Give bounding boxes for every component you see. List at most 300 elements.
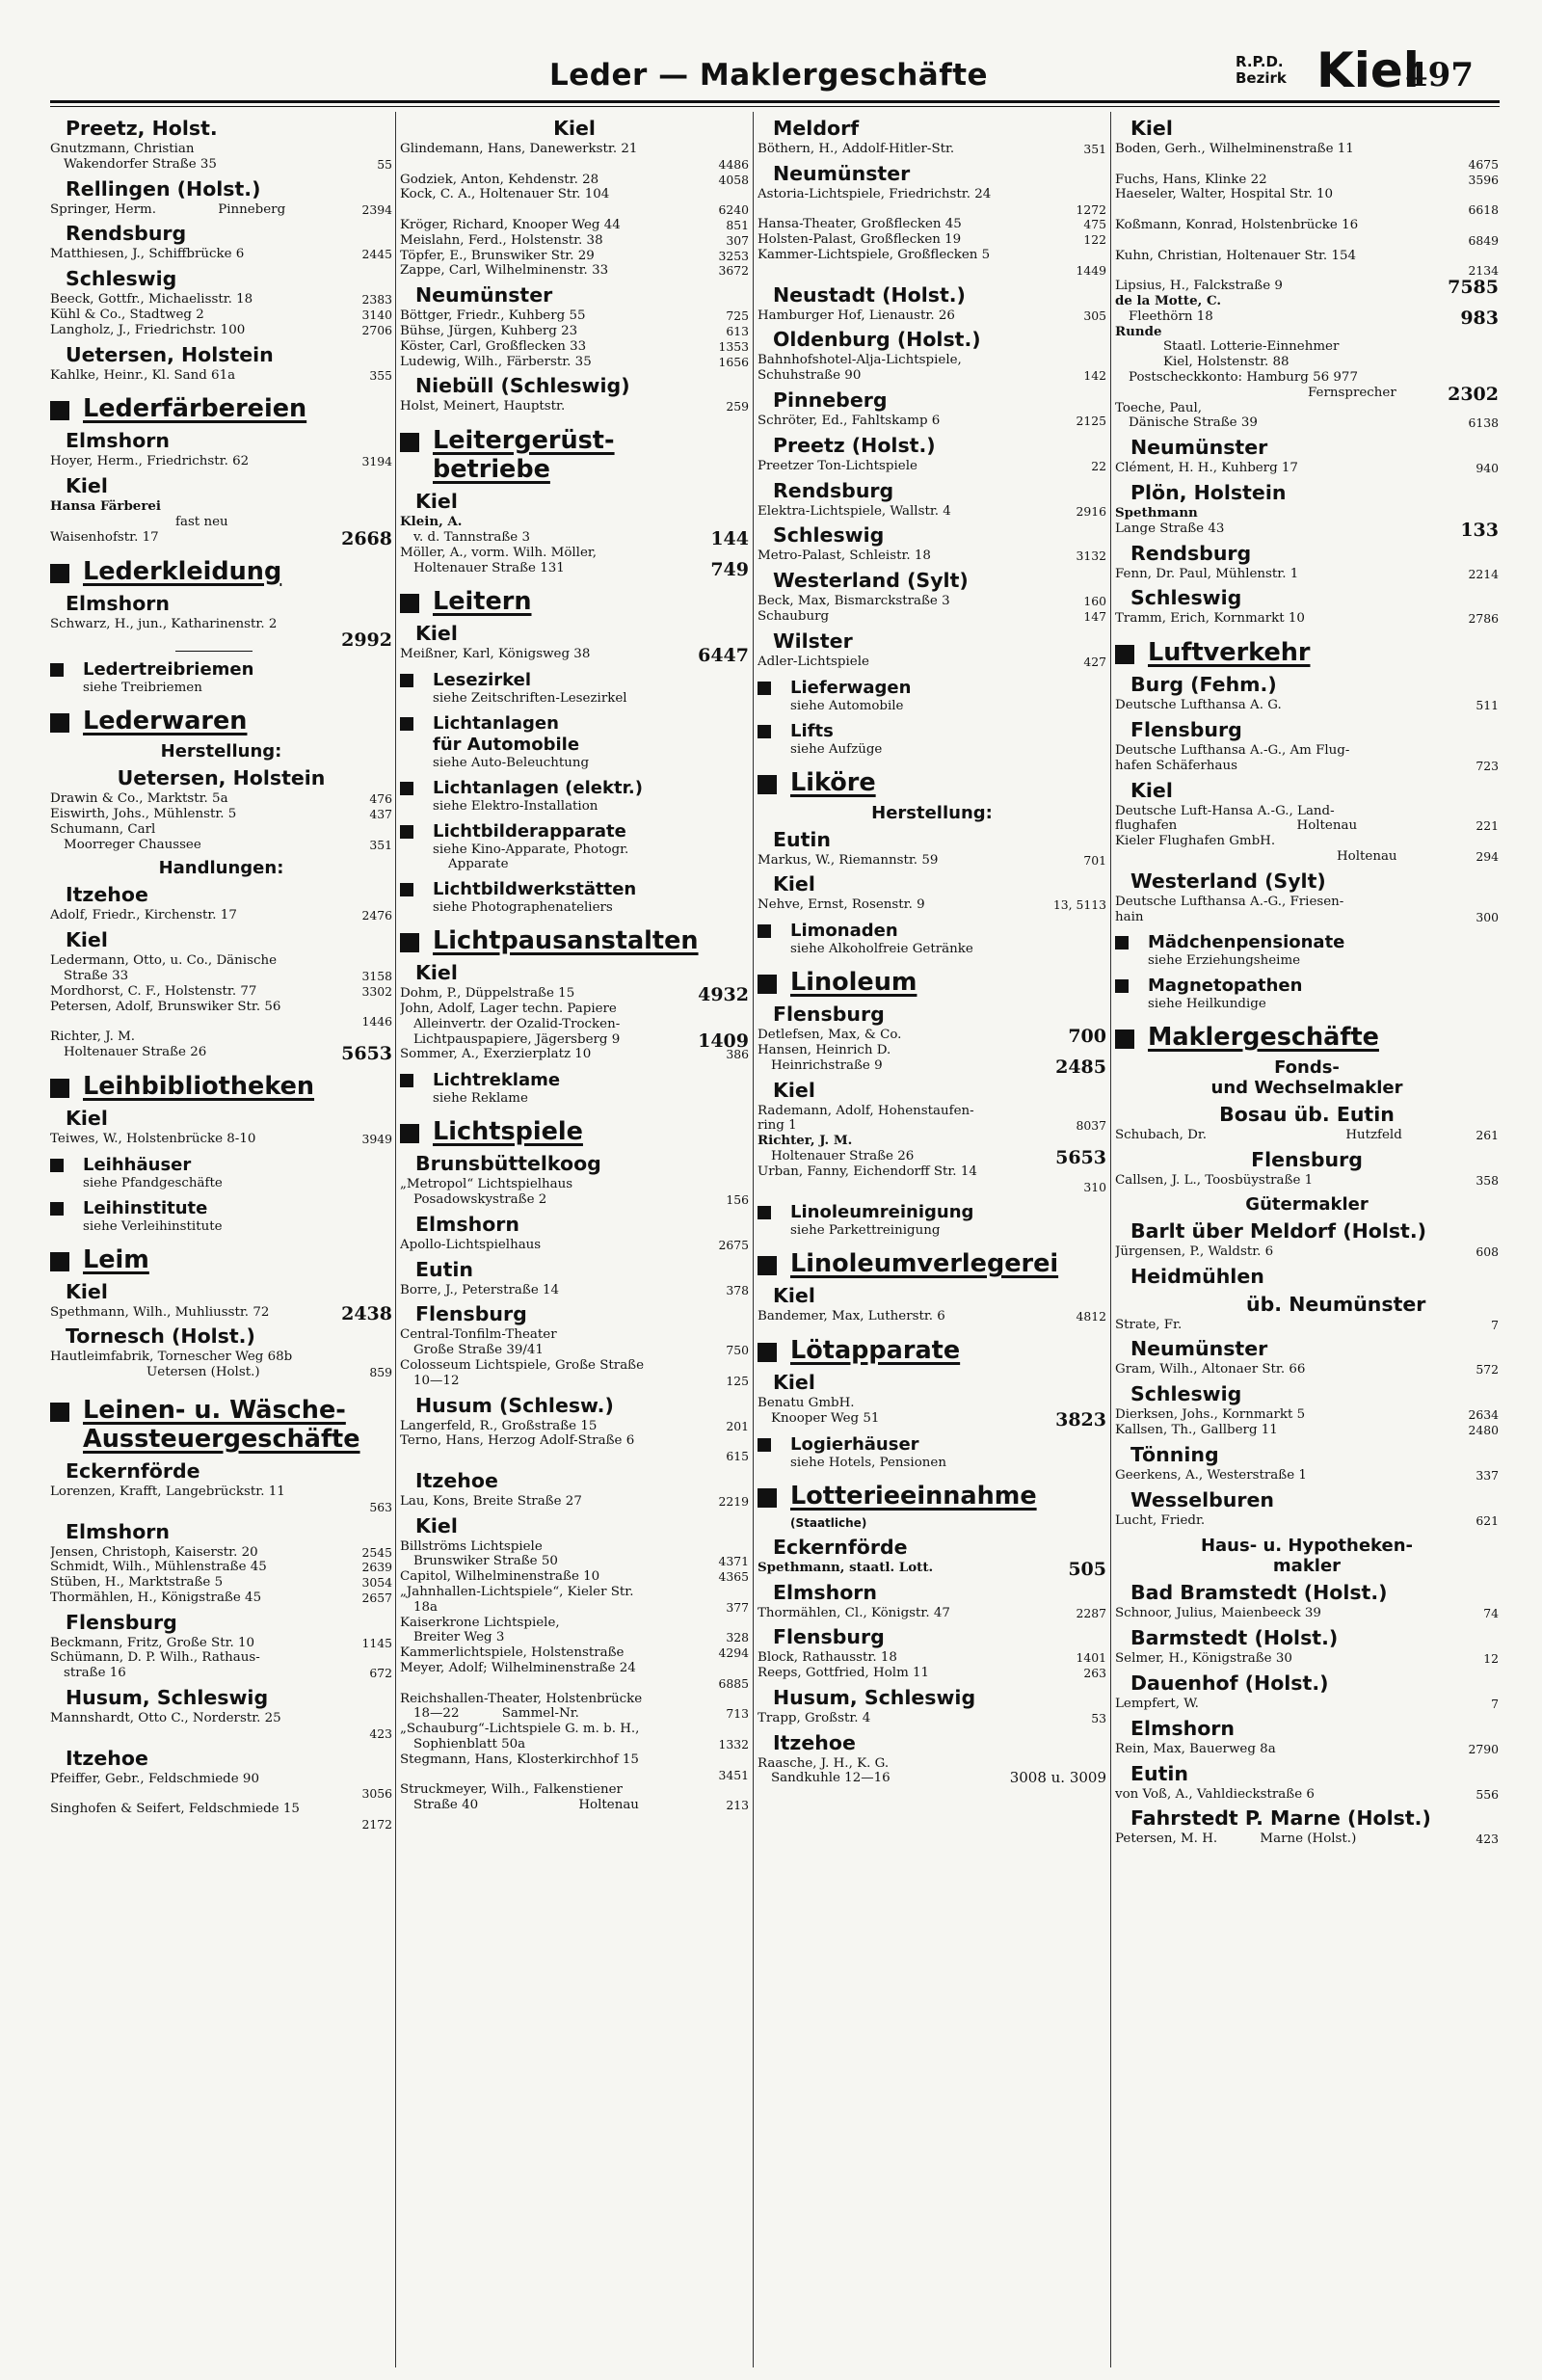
entry [1115,277,1499,299]
entry [758,1026,1106,1048]
phone-number: 213 [726,1798,749,1813]
phone-number: 4058 [718,172,749,187]
entry-name: Ludewig, Wilh., Färberstr. 35 [400,354,592,369]
section-title: Leim [83,1244,149,1274]
entry-name: Borre, J., Peterstraße 14 [400,1282,560,1297]
place-heading: Preetz, Holst. [66,117,218,140]
place-heading: Eutin [773,827,832,851]
entry-name: Colosseum Lichtspiele, Große Straße [400,1357,645,1373]
entry-name: Terno, Hans, Herzog Adolf-Straße 6 [400,1433,635,1449]
place-heading: Eutin [1130,1761,1189,1785]
place-heading: Neustadt (Holst.) [773,282,966,307]
entry-address: Holtenauer Straße 26 [64,1044,207,1059]
entry [400,249,749,264]
entry [400,218,749,233]
entry [1115,294,1499,309]
entry-name: Möller, A., vorm. Wilh. Möller, [400,545,598,560]
entry [50,838,392,853]
entry-name: Glindemann, Hans, Danewerkstr. 21 [400,142,638,156]
place-heading: Flensburg [1130,717,1242,741]
entry [400,1539,749,1555]
entry [400,1706,749,1722]
phone-number: 2790 [1468,1741,1499,1756]
entry [1115,611,1499,627]
place-heading: Heidmühlen [1130,1264,1264,1288]
phone-number: 6447 [698,645,749,667]
entry-name: Fuchs, Hans, Klinke 22 [1115,172,1267,187]
entry-address: 18a [413,1599,439,1615]
entry-location: Pinneberg [218,201,286,217]
entry-name: Urban, Fanny, Eichendorff Str. 14 [758,1163,977,1179]
entry-name: Jensen, Christoph, Kaiserstr. 20 [50,1544,258,1560]
place-heading: Tönning [1130,1442,1219,1466]
entry [50,1484,392,1500]
phone-number: 1446 [361,1014,392,1030]
entry [758,232,1106,248]
entry [1115,202,1499,218]
entry [1115,567,1499,582]
section-heading [758,678,1106,699]
entry-address: Sophienblatt 50a [413,1737,526,1752]
entry [400,1343,749,1358]
entry [1115,910,1499,925]
entry-name: Rein, Max, Bauerweg 8a [1115,1741,1276,1756]
city-name: Kiel [1316,42,1420,98]
place-heading: Westerland (Sylt) [773,569,969,593]
entry-name: Spethmann, Wilh., Muhliusstr. 72 [50,1304,270,1320]
phone-number: 2480 [1468,1423,1499,1438]
place-heading: Barmstedt (Holst.) [1130,1626,1339,1650]
place-heading: Brunsbüttelkoog [415,1152,601,1176]
entry [758,594,1106,609]
phone-number: 2485 [1055,1056,1106,1078]
entry [400,1494,749,1510]
entry [400,1433,749,1449]
section-title: Lieferwagen [790,677,912,698]
phone-number: 859 [369,1365,392,1380]
phone-number: 4294 [718,1645,749,1661]
section-square-icon [50,713,69,733]
phone-number: 53 [1091,1710,1106,1725]
phone-number: 4812 [1076,1309,1106,1324]
phone-number: 125 [726,1373,749,1388]
entry-name: Schumann, Carl [50,821,156,837]
phone-number: 572 [1476,1362,1499,1377]
cross-reference: siehe Parkettreinigung [790,1223,941,1239]
entry [400,1600,749,1616]
entry [758,1606,1106,1621]
entry [1115,339,1499,355]
entry-address: Holtenauer Straße 26 [771,1148,915,1163]
section-title: Maklergeschäfte [1148,1023,1379,1053]
bezirk-label: Bezirk [1236,69,1287,87]
section-square-icon [758,1206,771,1219]
cross-reference: Apparate [448,857,509,872]
entry-name: Astoria-Lichtspiele, Friedrichstr. 24 [758,186,992,201]
entry-name: Central-Tonfilm-Theater [400,1327,557,1343]
entry-name: Geerkens, A., Westerstraße 1 [1115,1467,1307,1483]
entry [758,1164,1106,1180]
phone-number: 423 [369,1725,392,1741]
entry-name: Gram, Wilh., Altonaer Str. 66 [1115,1362,1306,1377]
phone-number: 556 [1476,1786,1499,1802]
entry-address: Heinrichstraße 9 [771,1057,883,1073]
entry [50,527,392,549]
place-heading: Bad Bramstedt (Holst.) [1130,1581,1388,1605]
entry [758,548,1106,564]
entry-name: Petersen, M. H. [1115,1832,1218,1847]
phone-number: 3253 [718,248,749,263]
section-square-icon [50,564,69,583]
entry [50,1726,392,1742]
entry [50,1350,392,1365]
page-title: Leder — Maklergeschäfte [549,58,989,93]
entry-name: Lau, Kons, Breite Straße 27 [400,1493,582,1509]
entry-name: Kaiserkrone Lichtspiele, [400,1615,560,1630]
entry-address: straße 16 [64,1666,126,1681]
entry [758,414,1106,429]
entry-name: Kröger, Richard, Knooper Weg 44 [400,217,621,232]
place-heading: Neumünster [415,283,553,308]
phone-number: 7 [1491,1317,1499,1332]
entry-name: Bühse, Jürgen, Kuhberg 23 [400,323,578,338]
entry-name: Kühl & Co., Stadtweg 2 [50,307,204,322]
place-heading: Schleswig [1130,586,1242,610]
entry-name: Pfeiffer, Gebr., Feldschmiede 90 [50,1771,259,1786]
entry [400,1752,749,1768]
phone-number: 1332 [718,1737,749,1752]
phone-number: 261 [1476,1128,1499,1143]
entry [1115,355,1499,370]
entry [1115,1651,1499,1667]
place-heading: Eckernförde [773,1535,908,1559]
phone-number: 4932 [698,984,749,1006]
place-heading: Itzehoe [415,1468,498,1492]
entry-name: Spethmann [1115,504,1198,521]
entry [50,984,392,1000]
phone-number: 851 [726,217,749,232]
place-heading: Elmshorn [66,429,170,453]
entry-name: Lipsius, H., Falckstraße 9 [1115,279,1283,294]
section-square-icon [400,1074,413,1087]
entry [1115,325,1499,340]
entry [1115,173,1499,188]
entry-name: Töpfer, E., Brunswiker Str. 29 [400,248,595,263]
cross-reference: siehe Verleihinstitute [83,1218,223,1234]
entry [1115,218,1499,233]
phone-number: 1272 [1076,201,1106,217]
entry-detail: Alleinvertr. der Ozalid-Trocken- [413,1016,621,1031]
entry-name: Ledermann, Otto, u. Co., Dänische [50,953,277,969]
entry [758,1558,1106,1580]
section-heading [400,670,749,691]
phone-number: 6138 [1468,415,1499,431]
column-divider [753,112,754,2367]
phone-number: 505 [1068,1558,1106,1580]
phone-number: 1409 [698,1030,749,1052]
entry-name: Runde [1115,323,1162,339]
phone-number: 2214 [1468,566,1499,581]
phone-number: 2916 [1076,503,1106,519]
entry [758,353,1106,368]
phone-number: 7585 [1448,277,1499,299]
section-title: Leitergerüst- [433,426,615,456]
phone-number: 672 [369,1666,392,1681]
section-heading [400,821,749,842]
entry-name: Lorenzen, Krafft, Langebrückstr. 11 [50,1484,285,1499]
entry-name: Hautleimfabrik, Tornescher Weg 68b [50,1350,293,1365]
phone-number: 613 [726,323,749,338]
entry-name: Deutsche Lufthansa A.-G., Am Flug- [1115,742,1350,758]
phone-number: 983 [1460,307,1499,329]
place-heading: Kiel [415,490,458,514]
place-heading: Flensburg [773,1003,885,1027]
phone-number: 337 [1476,1467,1499,1483]
cross-reference: siehe Treibriemen [83,681,202,696]
section-title: Lichtanlagen [433,713,559,735]
subheading: und Wechselmakler [1210,1078,1403,1099]
place-heading: Kiel [1130,778,1173,802]
entry [758,459,1106,474]
section-heading [400,1117,749,1146]
section-square-icon [758,975,777,994]
entry [400,233,749,249]
place-heading: Elmshorn [66,1519,170,1543]
entry-name: „Schauburg“-Lichtspiele G. m. b. H., [400,1722,640,1737]
entry-address: v. d. Tannstraße 3 [413,529,530,545]
entry [50,1545,392,1561]
entry [1115,1606,1499,1621]
section-title: Magnetopathen [1148,976,1303,997]
place-heading: Kiel [66,1279,108,1303]
place-heading: Itzehoe [66,883,148,907]
place-heading: Neumünster [773,161,911,185]
entry [50,1817,392,1832]
cross-reference: siehe Elektro-Installation [433,799,598,815]
entry [758,853,1106,869]
entry [1115,804,1499,819]
place-heading: Kiel [773,1284,815,1308]
phone-number: 2134 [1468,263,1499,279]
phone-number: 511 [1476,698,1499,713]
divider [175,651,253,652]
column-divider [395,112,396,2367]
phone-number: 13, 5113 [1052,897,1106,913]
entry-name: Gnutzmann, Christian [50,142,195,156]
entry [50,1666,392,1681]
entry [50,499,392,515]
place-heading: Preetz (Holst.) [773,433,936,457]
column-2 [400,112,749,2367]
section-square-icon [1115,645,1134,664]
entry [1115,383,1499,405]
phone-number: 307 [726,232,749,248]
entry [400,263,749,279]
phone-number: 423 [1476,1832,1499,1847]
entry-address: Posadowskystraße 2 [413,1191,547,1207]
place-heading: Flensburg [773,1625,885,1649]
entry [1115,1173,1499,1189]
phone-number: 700 [1068,1026,1106,1048]
entry [1115,1423,1499,1438]
section-title: Aussteuergeschäfte [83,1424,360,1454]
entry [50,292,392,308]
entry-address: Sandkuhle 12—16 [771,1771,891,1786]
place-heading: Kiel [415,961,458,985]
entry [50,1000,392,1015]
phone-number: 701 [1083,852,1106,868]
place-heading: Wilster [773,628,853,653]
entry-name: Deutsche Lufthansa A.-G., Friesen- [1115,894,1344,909]
entry [400,1737,749,1752]
entry-name: Langholz, J., Friedrichstr. 100 [50,322,246,337]
entry [400,1768,749,1783]
page-header [0,42,1542,102]
entry-name: Petersen, Adolf, Brunswiker Str. 56 [50,999,281,1014]
place-heading: Neumünster [1130,436,1268,460]
place-heading: Flensburg [66,1610,177,1634]
phone-number: 3672 [718,263,749,279]
entry [400,645,749,667]
entry [50,247,392,262]
section-square-icon [50,663,64,677]
place-heading: Husum, Schleswig [66,1686,269,1710]
entry-location: Uetersen (Holst.) [146,1365,260,1380]
phone-number: 4486 [718,156,749,172]
entry-name: Block, Rathausstr. 18 [758,1650,897,1666]
entry [758,1104,1106,1119]
section-square-icon [758,682,771,695]
place-heading: Rendsburg [773,478,894,502]
place-heading: üb. Neumünster [1246,1292,1426,1316]
entry-name: Meyer, Adolf; Wilhelminenstraße 24 [400,1661,636,1676]
entry-detail: Staatl. Lotterie-Einnehmer [1163,339,1340,355]
phone-number: 2657 [361,1590,392,1605]
entry [50,1500,392,1515]
entry-location: Marne (Holst.) [1260,1832,1357,1847]
entry [758,308,1106,324]
entry [1115,263,1499,279]
entry [1115,759,1499,774]
section-heading [758,1202,1106,1223]
entry-address: Breiter Weg 3 [413,1630,505,1645]
entry-name: Stüben, H., Marktstraße 5 [50,1575,224,1591]
phone-number: 723 [1476,758,1499,773]
section-heading [50,1245,392,1274]
entry-name: „Metropol“ Lichtspielhaus [400,1177,573,1192]
entry [1115,895,1499,910]
place-heading: Uetersen, Holstein [117,766,326,790]
phone-number: 6240 [718,202,749,218]
section-square-icon [400,433,419,452]
section-square-icon [50,1403,69,1422]
entry-name: Böthern, H., Addolf-Hitler-Str. [758,142,955,156]
place-heading: Kiel [553,117,596,140]
cross-reference: siehe Pfandgeschäfte [83,1175,223,1190]
section-title: Lifts [790,720,834,741]
entry [758,202,1106,218]
phone-number: 2383 [361,292,392,308]
entry-detail: Postscheckkonto: Hamburg 56 977 [1129,369,1358,385]
entry-name: de la Motte, C. [1115,292,1222,308]
phone-number: 263 [1083,1666,1106,1681]
phone-number: 4365 [718,1569,749,1585]
place-heading: Flensburg [415,1302,527,1326]
entry-name: Köster, Carl, Großflecken 33 [400,338,587,354]
entry-name: Thormählen, Cl., Königstr. 47 [758,1605,950,1620]
entry [758,187,1106,202]
place-heading: Schleswig [66,267,177,291]
phone-number: 377 [726,1599,749,1615]
entry-name: Godziek, Anton, Kehdenstr. 28 [400,172,599,187]
entry-name: Bahnhofshotel-Alja-Lichtspiele, [758,353,962,368]
entry [1115,401,1499,416]
entry-name: Detlefsen, Max, & Co. [758,1028,902,1043]
entry-location: Holtenau [1296,818,1358,834]
entry [50,323,392,338]
entry-name: Matthiesen, J., Schiffbrücke 6 [50,247,245,262]
entry-address: Straße 40 [413,1798,479,1813]
section-heading [50,394,392,423]
subheading: Fonds- [1274,1057,1340,1079]
entry-name: John, Adolf, Lager techn. Papiere [400,1001,617,1016]
entry-name: Callsen, J. L., Toosbüystraße 1 [1115,1173,1314,1189]
entry [50,1802,392,1817]
section-title: Lichtbildwerkstätten [433,879,637,900]
entry-name: Koßmann, Konrad, Holstenbrücke 16 [1115,217,1359,232]
entry [50,822,392,838]
place-heading: Eutin [415,1257,474,1281]
entry-name: Meislahn, Ferd., Holstenstr. 38 [400,232,603,248]
column-3 [758,112,1106,2367]
entry-name: von Voß, A., Vahldieckstraße 6 [1115,1786,1315,1802]
phone-number: 156 [726,1191,749,1207]
section-title: Linoleumverlegerei [790,1249,1059,1279]
entry-name: Hamburger Hof, Lienaustr. 26 [758,308,955,323]
phone-number: 12 [1483,1651,1499,1667]
phone-number: 201 [726,1418,749,1433]
entry-name: Kammerlichtspiele, Holstenstraße [400,1645,625,1661]
phone-number: 2445 [361,247,392,262]
section-title: Ledertreibriemen [83,659,254,681]
section-heading [400,926,749,955]
section-square-icon [400,674,413,687]
place-heading: Rendsburg [66,222,187,246]
entry [1115,698,1499,713]
phone-number: 3008 u. 3009 [1009,1769,1106,1787]
section-heading [400,778,749,799]
place-heading: Itzehoe [773,1730,856,1754]
entry [50,1650,392,1666]
entry [1115,1832,1499,1847]
header-rule [50,100,1500,103]
place-heading: Kiel [66,474,108,498]
entry-name: Dierksen, Johs., Kornmarkt 5 [1115,1407,1306,1423]
rpd-abbrev: R.P.D. [1236,53,1284,70]
entry-name: Capitol, Wilhelminenstraße 10 [400,1569,600,1585]
entry-detail: Lichtpauspapiere, Jägersberg 9 [413,1031,621,1047]
entry-name: Tramm, Erich, Kornmarkt 10 [1115,611,1305,627]
phone-number: 563 [369,1499,392,1514]
section-heading [758,921,1106,942]
phone-number: 2668 [341,527,392,549]
entry-name: Langerfeld, R., Großstraße 15 [400,1418,598,1433]
section-title: Lichtanlagen (elektr.) [433,778,643,799]
entry [50,953,392,969]
section-square-icon [758,1256,777,1275]
place-heading: Eckernförde [66,1458,200,1483]
phone-number: 475 [1083,217,1106,232]
